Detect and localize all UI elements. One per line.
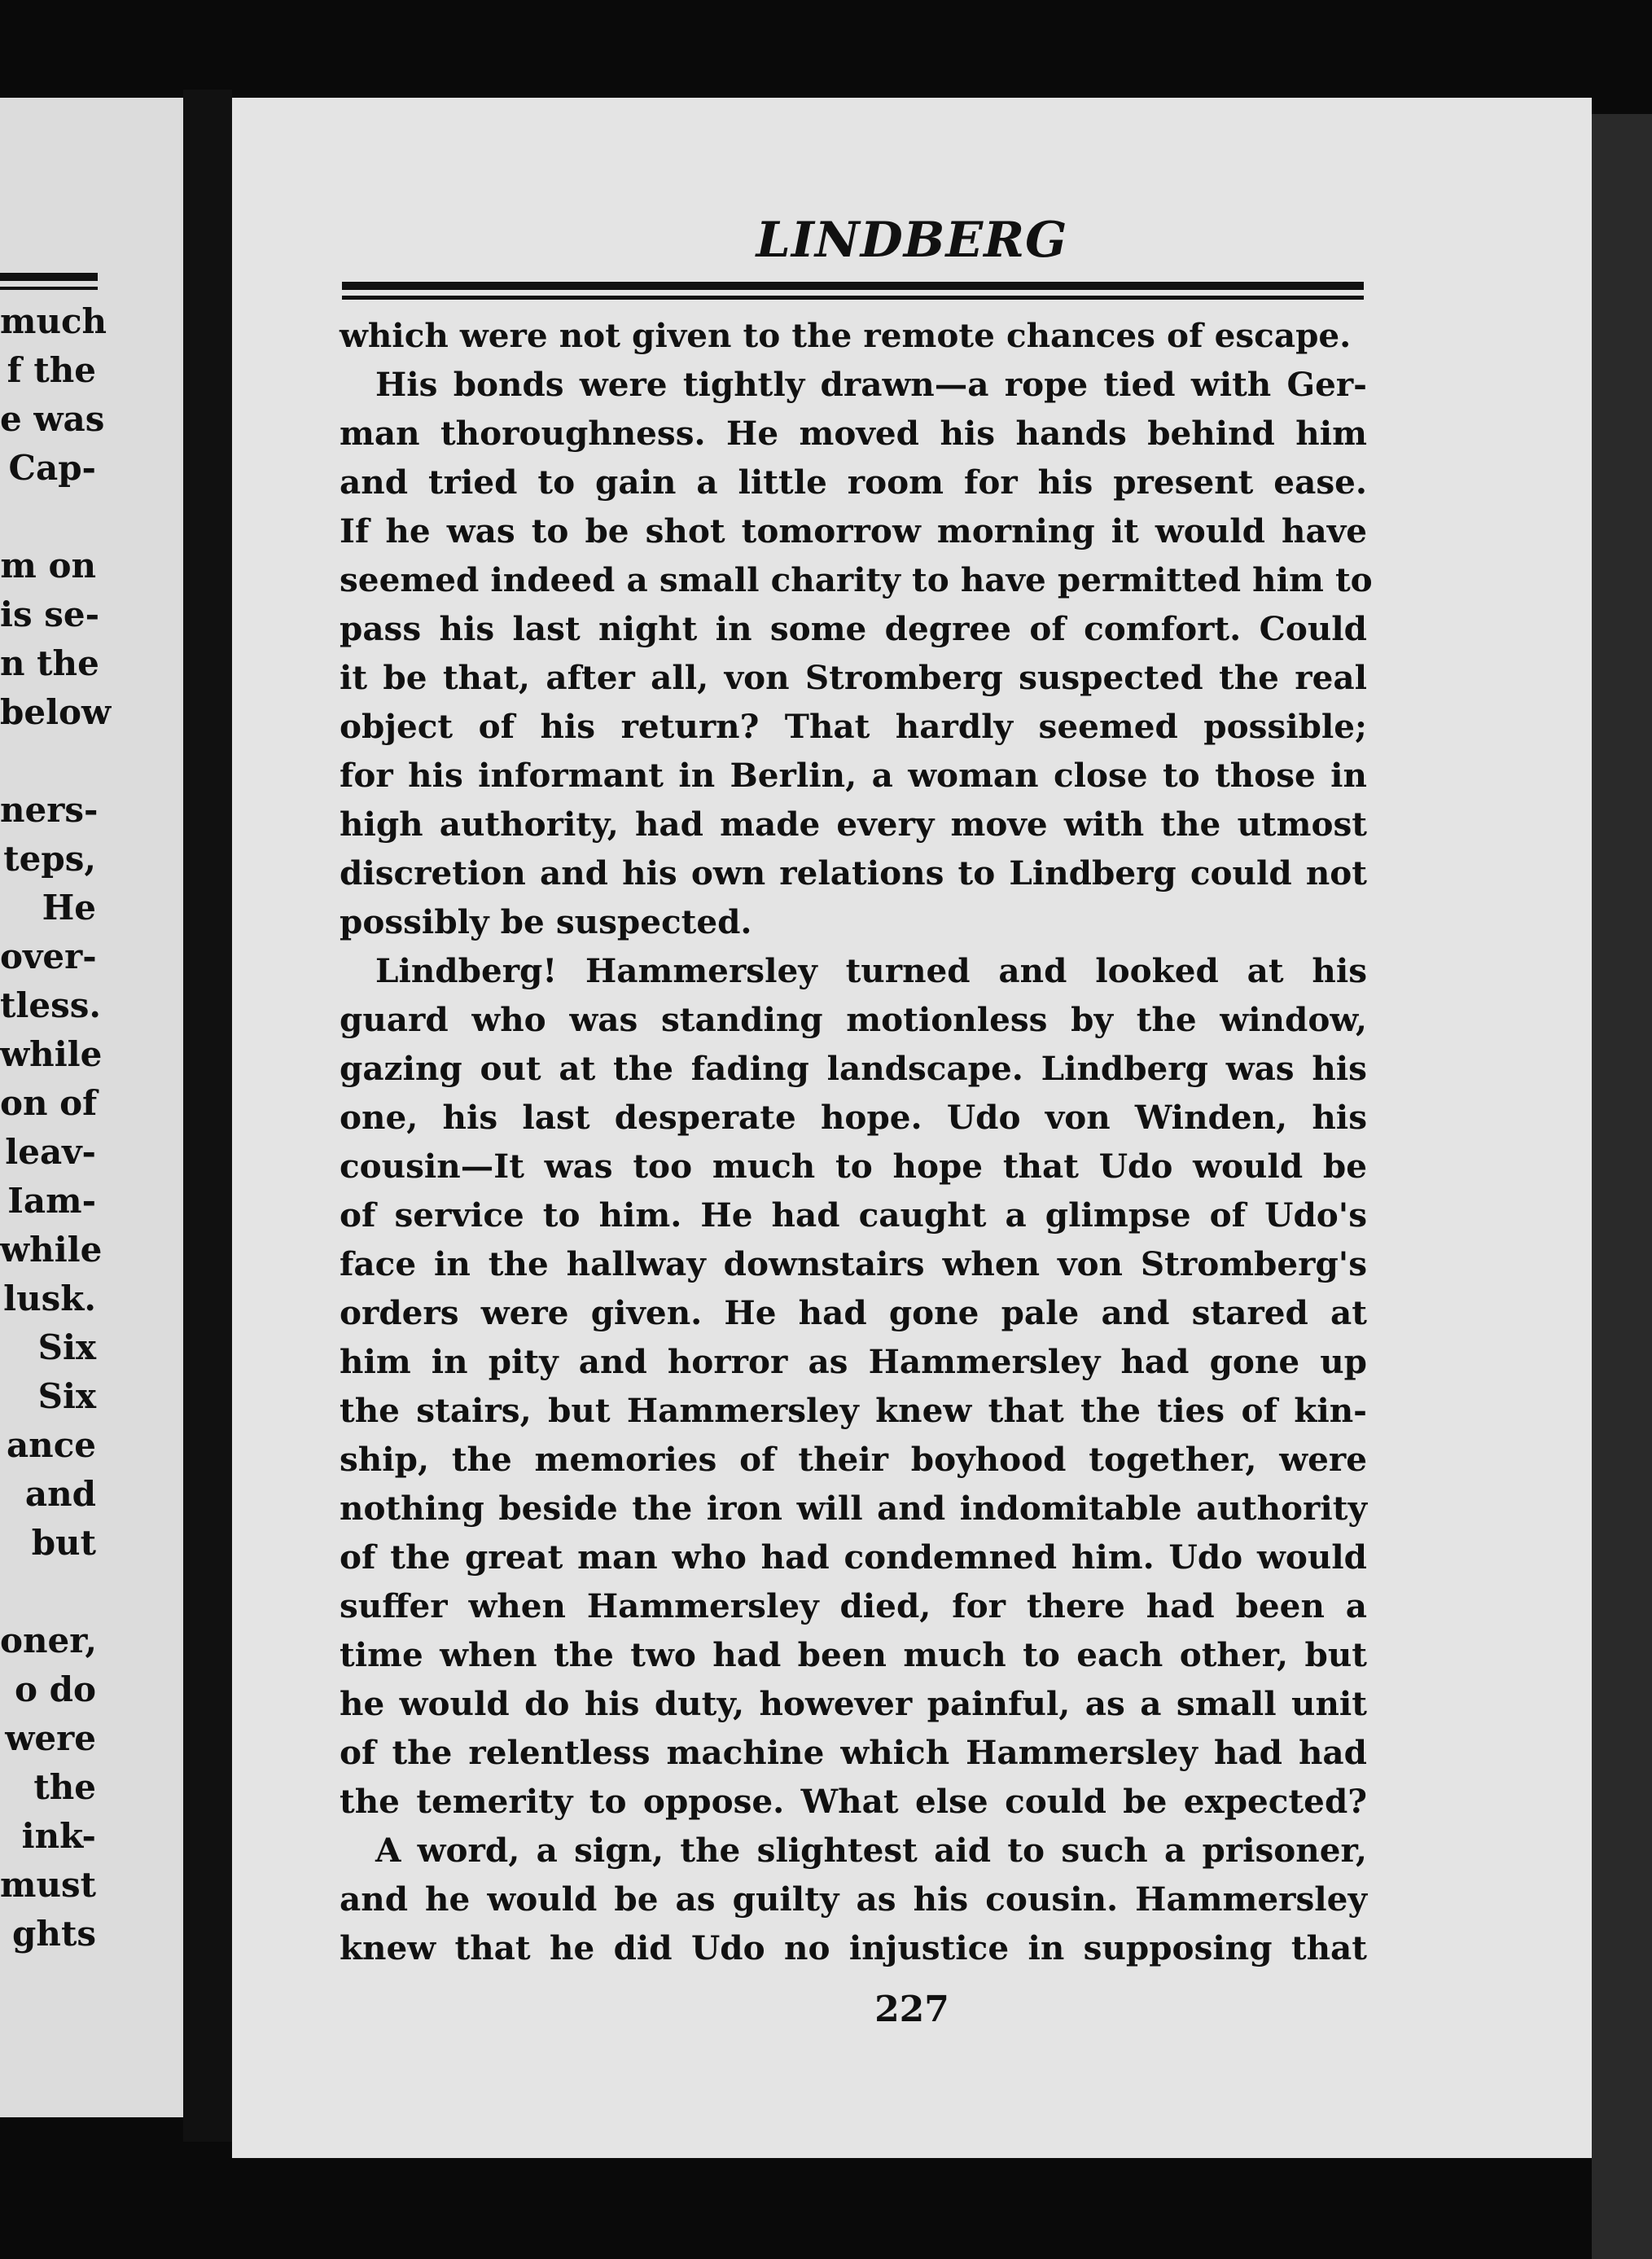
text-line: the stairs, but Hammersley knew that the ties of kin- (340, 1391, 1367, 1430)
text-line: of the great man who had condemned him. Udo would (340, 1537, 1367, 1577)
left-text-line: but (31, 1523, 96, 1563)
left-text-line: while (0, 1230, 103, 1270)
left-text-line: Six (37, 1376, 96, 1416)
left-header-rule (0, 273, 98, 281)
text-line: cousin—It was too much to hope that Udo would be (340, 1147, 1367, 1186)
left-text-line: while (0, 1034, 103, 1074)
text-line: time when the two had been much to each other, but (340, 1635, 1367, 1674)
text-line: pass his last night in some degree of comfort. Could (340, 609, 1367, 648)
left-text-line: over- (0, 936, 97, 976)
left-text-line: leav- (5, 1132, 96, 1172)
text-line: orders were given. He had gone pale and stared at (340, 1293, 1367, 1332)
text-line: man thoroughness. He moved his hands behind him (340, 414, 1367, 453)
text-line: and he would be as guilty as his cousin. Hammersley (340, 1880, 1367, 1919)
left-text-line: is se- (0, 594, 100, 634)
left-text-line: o do (14, 1669, 96, 1709)
left-page-fragment (0, 98, 183, 2117)
text-line: knew that he did Udo no injustice in supposing that (340, 1928, 1367, 1967)
text-line: of service to him. He had caught a glimpse of Udo's (340, 1195, 1367, 1235)
text-line: the temerity to oppose. What else could be expected? (340, 1782, 1367, 1821)
text-line: His bonds were tightly drawn—a rope tied with Ger- (375, 365, 1367, 404)
left-text-line: tless. (0, 985, 101, 1025)
text-line: gazing out at the fading landscape. Lindberg was his (340, 1049, 1367, 1088)
left-text-line: ink- (21, 1816, 96, 1856)
page-edge (1592, 114, 1652, 2259)
left-text-line (0, 493, 96, 542)
left-text-line: f the (7, 350, 96, 390)
text-line: high authority, had made every move with the utmost (340, 805, 1367, 844)
running-head: LINDBERG (756, 212, 1068, 269)
left-header-rule-thin (0, 287, 98, 290)
left-text-line: below (0, 692, 112, 732)
left-page-text (0, 297, 112, 1959)
left-text-line: lusk. (3, 1279, 96, 1318)
left-text-line: Cap- (8, 448, 96, 488)
left-text-line: He (42, 888, 96, 928)
text-line: he would do his duty, however painful, as a small unit (340, 1684, 1367, 1723)
left-text-line: were (5, 1718, 96, 1758)
left-text-line: the (33, 1767, 96, 1807)
text-line: ship, the memories of their boyhood together, were (340, 1440, 1367, 1479)
text-line: and tried to gain a little room for his present ease. (340, 463, 1367, 502)
left-text-line: e was (0, 399, 105, 439)
header-rule-thick (342, 282, 1364, 290)
left-text-line: ance (6, 1425, 96, 1465)
left-text-line: n the (0, 643, 99, 683)
text-line: seemed indeed a small charity to have permitted him to (340, 560, 1373, 599)
header-rule-thin (342, 296, 1364, 300)
left-text-line: ners- (0, 790, 99, 830)
text-line: possibly be suspected. (340, 902, 752, 941)
text-line: one, his last desperate hope. Udo von Winden, his (340, 1098, 1367, 1137)
left-text-line: m on (0, 546, 96, 586)
page-number: 227 (874, 1989, 949, 2030)
left-text-line: Iam- (7, 1181, 96, 1221)
left-text-line: oner, (0, 1621, 97, 1660)
left-text-line: on of (0, 1083, 98, 1123)
text-line: face in the hallway downstairs when von Stromberg's (340, 1244, 1367, 1283)
text-line: If he was to be shot tomorrow morning it would have (340, 511, 1367, 550)
text-line: A word, a sign, the slightest aid to such a prisoner, (375, 1831, 1367, 1870)
left-text-line: and (24, 1474, 96, 1514)
left-text-line (0, 1568, 96, 1616)
text-line: discretion and his own relations to Lindberg could not (340, 853, 1367, 893)
text-line: for his informant in Berlin, a woman close to those in (340, 756, 1367, 795)
text-line: it be that, after all, von Stromberg suspected the real (340, 658, 1367, 697)
left-text-line: much (0, 301, 107, 341)
text-line: Lindberg! Hammersley turned and looked at his (375, 951, 1367, 990)
left-text-line: must (0, 1865, 97, 1905)
text-line: which were not given to the remote chances of escape. (340, 316, 1352, 355)
text-line: suffer when Hammersley died, for there had been a (340, 1586, 1367, 1625)
body-text (340, 311, 1373, 1972)
right-page (232, 98, 1592, 2158)
left-text-line: teps, (3, 839, 96, 879)
book-gutter (183, 90, 232, 2142)
left-text-line: Six (37, 1327, 96, 1367)
text-line: him in pity and horror as Hammersley had gone up (340, 1342, 1367, 1381)
text-line: guard who was standing motionless by the window, (340, 1000, 1367, 1039)
left-text-line: ghts (12, 1914, 96, 1954)
left-text-line (0, 737, 96, 786)
text-line: of the relentless machine which Hammersley had had (340, 1733, 1367, 1772)
text-line: object of his return? That hardly seemed possible; (340, 707, 1367, 746)
text-line: nothing beside the iron will and indomitable authority (340, 1489, 1367, 1528)
